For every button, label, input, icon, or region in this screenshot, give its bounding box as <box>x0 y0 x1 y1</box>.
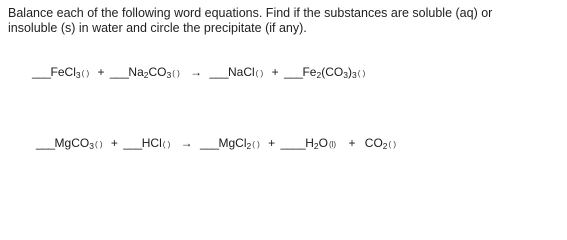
plus-sign: + <box>110 136 118 150</box>
formula-mgcl2: MgCl2 <box>218 136 252 151</box>
state-mgcl2: ( ) <box>252 140 260 149</box>
coefficient-blank-h2o: ____ <box>280 136 306 150</box>
instructions-line-1: Balance each of the following word equations. Find if the substances are soluble (aq) or <box>8 6 493 20</box>
reaction-arrow: → <box>190 65 203 79</box>
state-hcl: ( ) <box>162 140 171 149</box>
formula-fe2co33: Fe2(CO3)3 <box>302 65 357 80</box>
state-fe2co33: ( ) <box>357 69 366 78</box>
plus-sign: + <box>97 65 105 79</box>
formula-mgco3: MgCO3 <box>54 136 94 151</box>
formula-fecl3: FeCl3 <box>50 65 81 80</box>
formula-nacl: NaCl <box>228 65 255 79</box>
instructions-line-2: insoluble (s) in water and circle the precipitate (if any). <box>8 21 307 35</box>
reaction-arrow: → <box>180 136 193 150</box>
coefficient-blank-hcl: ___ <box>123 136 142 150</box>
coefficient-blank-fe2co33: ___ <box>283 65 303 79</box>
state-co2: ( ) <box>388 140 397 149</box>
instructions-text <box>8 6 560 36</box>
plus-sign: + <box>268 136 276 150</box>
formula-co2: CO2 <box>364 136 388 151</box>
coefficient-blank-mgco3: ___ <box>36 136 55 150</box>
equation-1 <box>32 65 368 79</box>
coefficient-blank-fecl3: ___ <box>32 65 51 79</box>
plus-sign: + <box>348 136 356 150</box>
state-nacl: ( ) <box>255 69 264 78</box>
formula-na2co3: Na2CO3 <box>128 65 172 80</box>
state-h2o: (l) <box>328 140 337 149</box>
state-na2co3: ( ) <box>172 69 180 78</box>
equation-2 <box>36 136 399 150</box>
coefficient-blank-na2co3: ___ <box>109 65 129 79</box>
plus-sign: + <box>271 65 279 79</box>
formula-hcl: HCl <box>141 136 162 150</box>
formula-h2o: H2O <box>305 136 328 151</box>
coefficient-blank-nacl: ___ <box>209 65 228 79</box>
state-fecl3: ( ) <box>81 69 90 78</box>
coefficient-blank-mgcl2: ___ <box>199 136 219 150</box>
state-mgco3: ( ) <box>94 140 103 149</box>
